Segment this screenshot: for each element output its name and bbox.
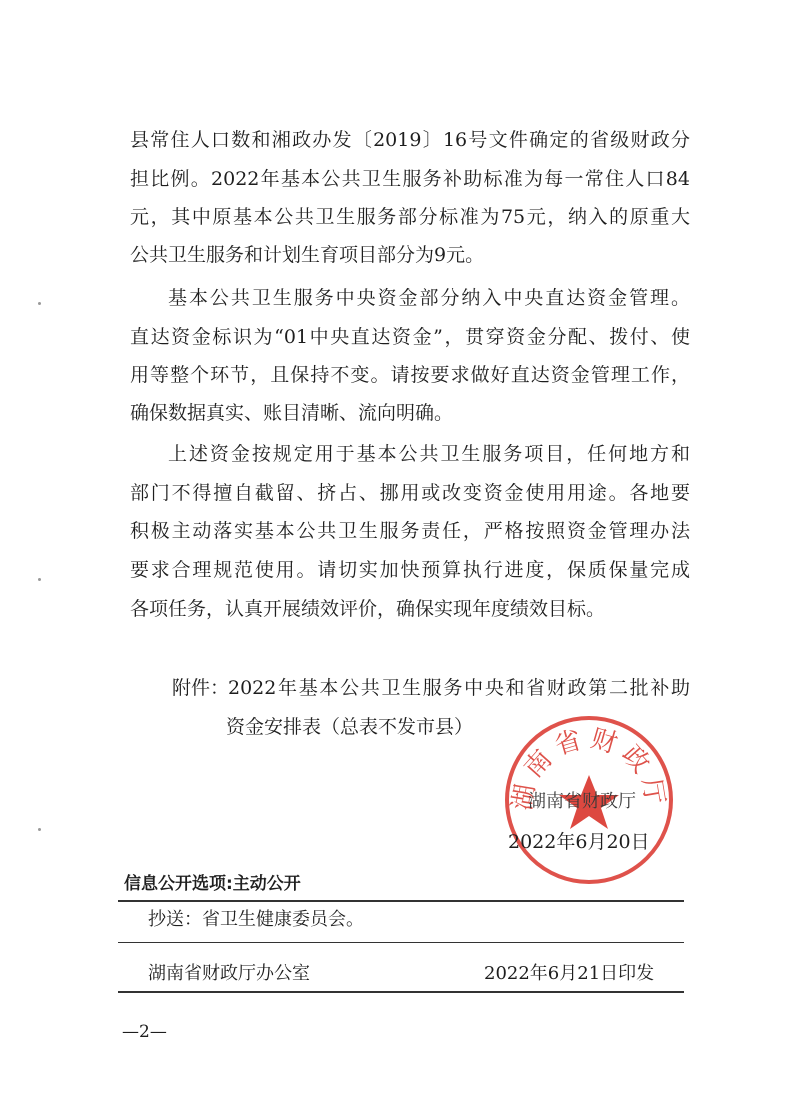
scan-speck — [38, 828, 41, 831]
cc-line: 抄送：省卫生健康委员会。 — [148, 909, 364, 930]
footer-rule-bottom — [118, 991, 684, 993]
body-line: 担比例。2022年基本公共卫生服务补助标准为每一常住人口84 — [130, 168, 690, 190]
footer-rule-middle — [118, 942, 684, 943]
signing-date: 2022年6月20日 — [508, 831, 650, 853]
attachment-label: 附件： — [172, 677, 230, 699]
body-line: 直达资金标识为“01中央直达资金”，贯穿资金分配、拨付、使 — [130, 326, 690, 348]
body-line: 要求合理规范使用。请切实加快预算执行进度，保质保量完成 — [130, 559, 690, 581]
footer-rule-top — [118, 900, 684, 902]
page-number: —2— — [122, 1022, 167, 1042]
print-date: 2022年6月21日印发 — [484, 963, 655, 984]
body-line: 元，其中原基本公共卫生服务部分标准为75元，纳入的原重大 — [130, 206, 690, 228]
body-line: 部门不得擅自截留、挤占、挪用或改变资金使用用途。各地要 — [130, 482, 690, 504]
issuing-office: 湖南省财政厅办公室 — [148, 963, 310, 984]
scan-speck — [38, 578, 41, 581]
body-line: 上述资金按规定用于基本公共卫生服务项目，任何地方和 — [168, 443, 690, 465]
scan-speck — [38, 302, 41, 305]
svg-text:湖南省财政厅: 湖南省财政厅 — [507, 723, 671, 813]
body-line: 县常住人口数和湘政办发〔2019〕16号文件确定的省级财政分 — [130, 129, 690, 151]
body-line: 用等整个环节，且保持不变。请按要求做好直达资金管理工作， — [130, 364, 690, 386]
body-line: 各项任务，认真开展绩效评价，确保实现年度绩效目标。 — [130, 598, 606, 620]
body-line: 公共卫生服务和计划生育项目部分为9元。 — [130, 244, 485, 266]
body-line: 积极主动落实基本公共卫生服务责任，严格按照资金管理办法 — [130, 520, 690, 542]
disclosure-option: 信息公开选项:主动公开 — [124, 874, 301, 894]
attachment-title-line: 资金安排表（总表不发市县） — [226, 716, 474, 738]
body-line: 基本公共卫生服务中央资金部分纳入中央直达资金管理。 — [168, 287, 690, 309]
attachment-title-line: 2022年基本公共卫生服务中央和省财政第二批补助 — [228, 677, 690, 699]
body-line: 确保数据真实、账目清晰、流向明确。 — [130, 402, 454, 424]
signing-organization: 湖南省财政厅 — [528, 791, 636, 812]
